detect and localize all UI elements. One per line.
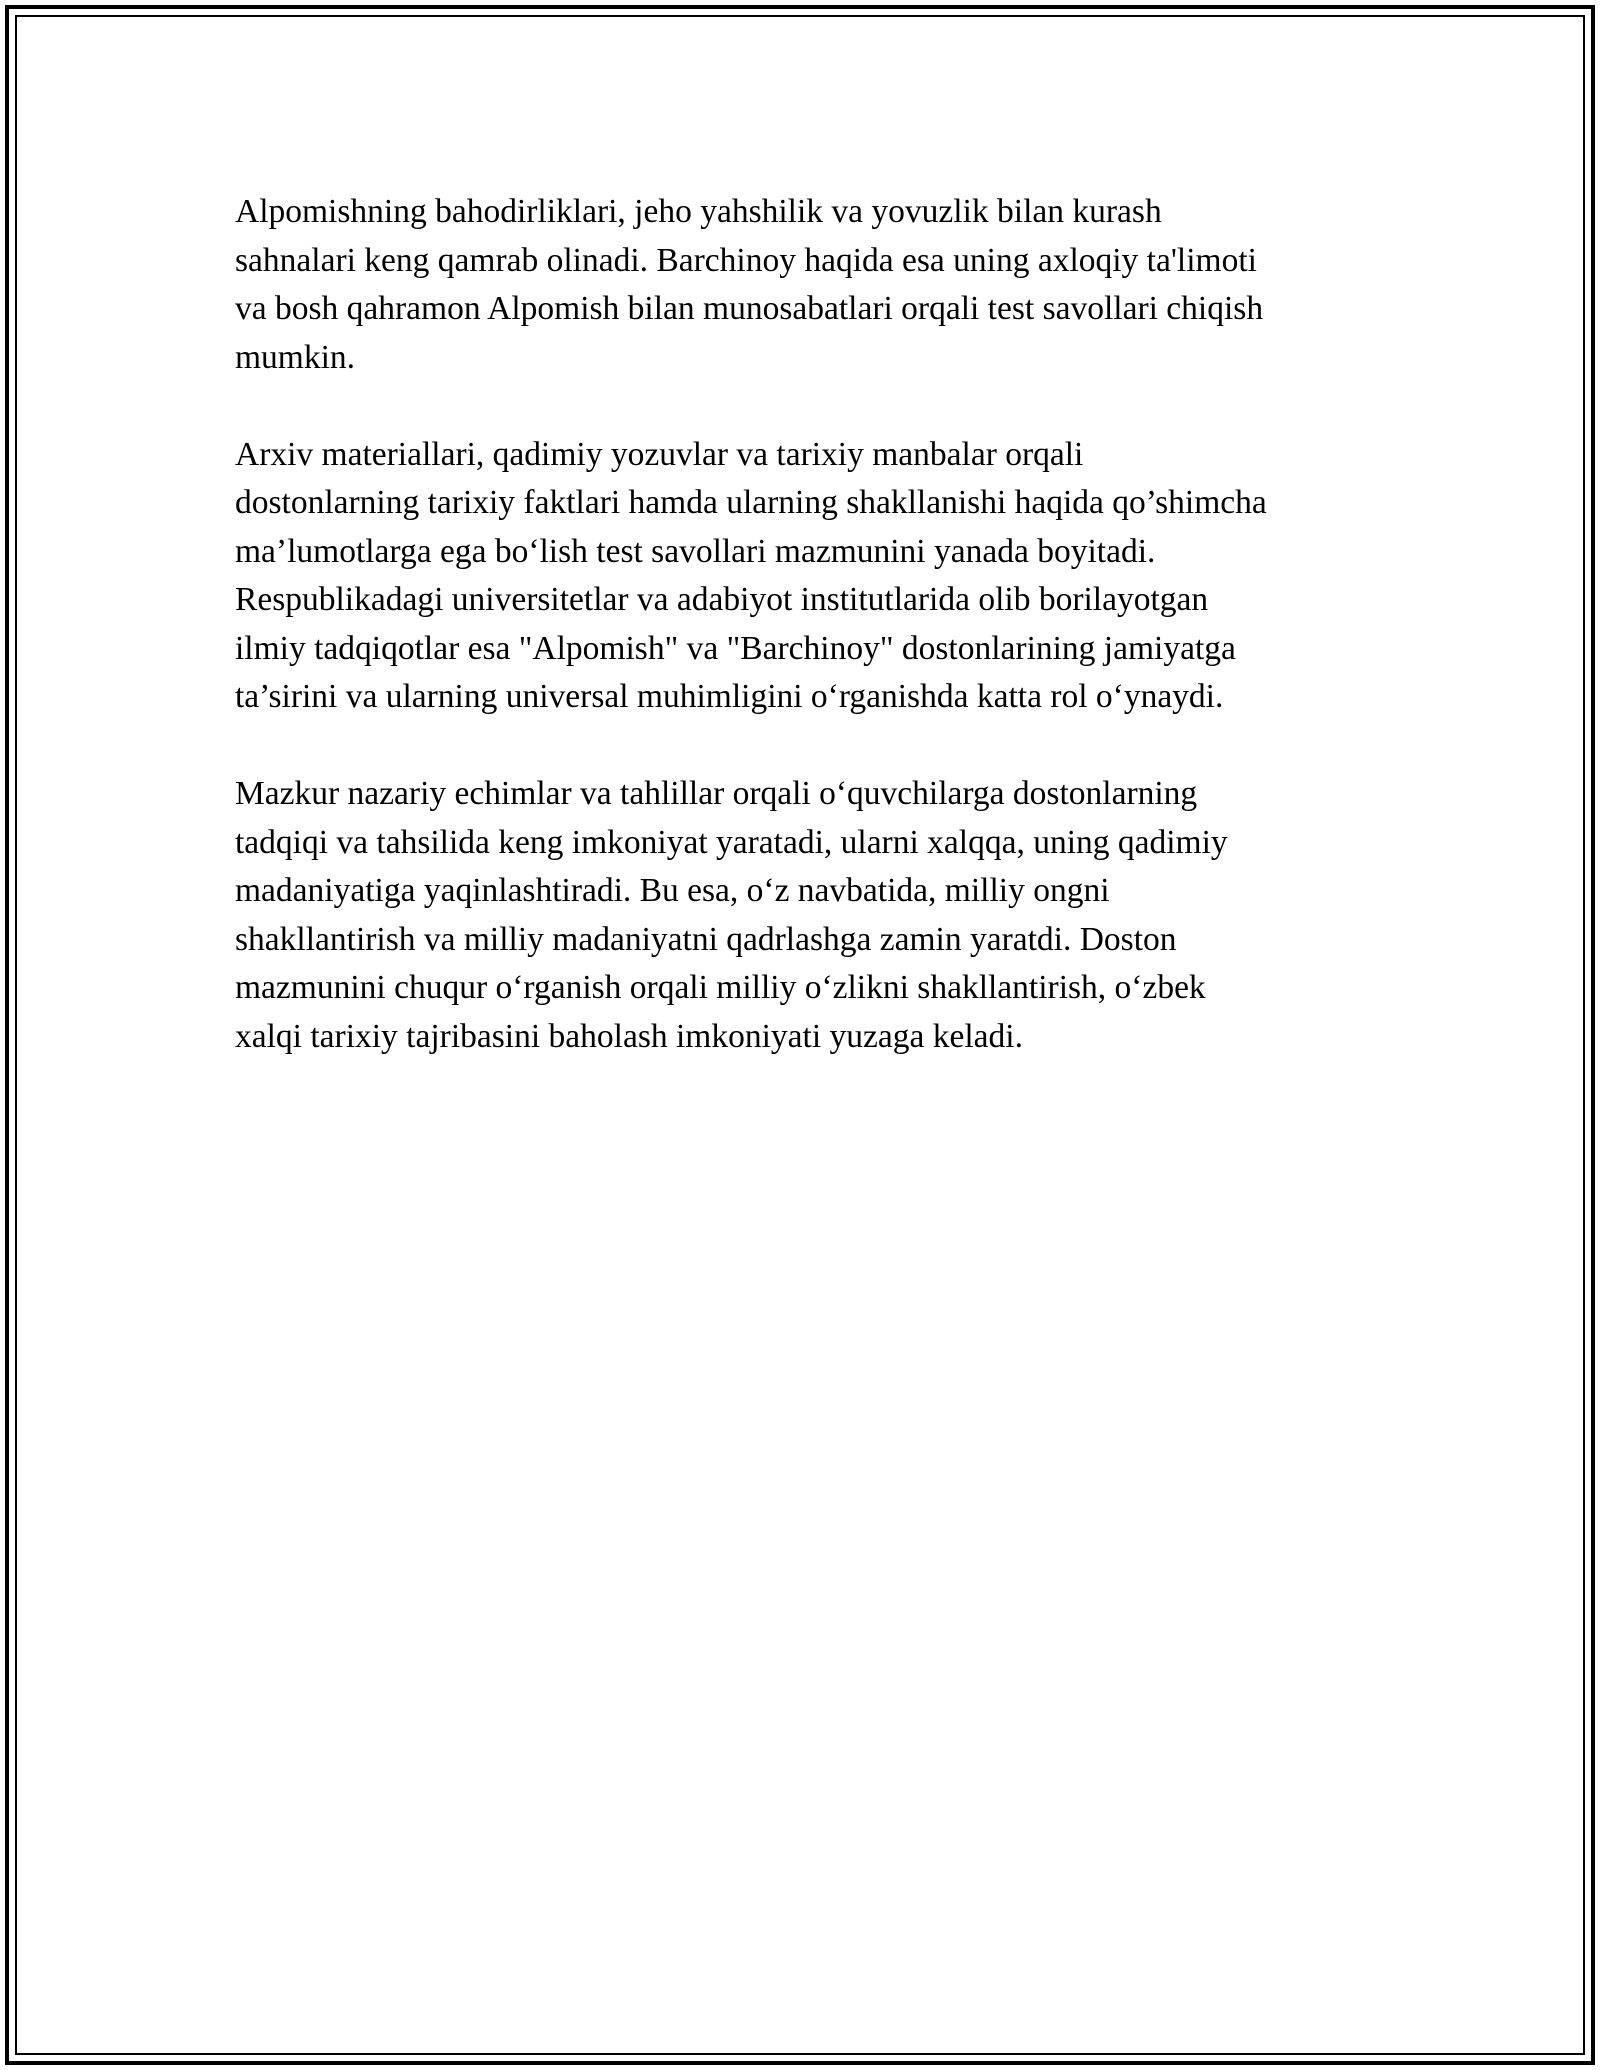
text-line: ta’sirini va ularning universal muhimligini o‘rganishda katta rol o‘ynaydi. (235, 678, 1224, 715)
text-line: va bosh qahramon Alpomish bilan munosabatlari orqali test savollari chiqish (235, 290, 1264, 327)
paragraph-3 (235, 770, 1385, 1061)
text-line: ilmiy tadqiqotlar esa "Alpomish" va "Barchinoy" dostonlarining jamiyatga (235, 629, 1236, 667)
text-line: mazmunini chuqur o‘rganish orqali milliy o‘zlikni shakllantirish, o‘zbek (235, 969, 1206, 1006)
text-line: mumkin. (235, 338, 356, 376)
text-line: ma’lumotlarga ega bo‘lish test savollari mazmunini yanada boyitadi. (235, 532, 1156, 570)
text-line: madaniyatiga yaqinlashtiradi. Bu esa, o‘z navbatida, milliy ongni (235, 872, 1110, 909)
text-line: Respublikadagi universitetlar va adabiyot institutlarida olib borilayotgan (235, 581, 1209, 618)
text-line: Arxiv materiallari, qadimiy yozuvlar va tarixiy manbalar orqali (235, 435, 1084, 473)
text-line: dostonlarning tarixiy faktlari hamda ularning shakllanishi haqida qo’shimcha (235, 484, 1267, 521)
text-line: Alpomishning bahodirliklari, jeho yahshilik va yovuzlik bilan kurash (235, 193, 1162, 230)
paragraph-1 (235, 188, 1385, 382)
text-line: tadqiqi va tahsilida keng imkoniyat yaratadi, ularni xalqqa, uning qadimiy (235, 823, 1228, 861)
text-line: Mazkur nazariy echimlar va tahlillar orqali o‘quvchilarga dostonlarning (235, 775, 1198, 812)
document-body (235, 188, 1385, 1110)
text-line: xalqi tarixiy tajribasini baholash imkoniyati yuzaga keladi. (235, 1017, 1023, 1055)
text-line: shakllantirish va milliy madaniyatni qadrlashga zamin yaratdi. Doston (235, 920, 1177, 958)
paragraph-2 (235, 431, 1385, 722)
text-line: sahnalari keng qamrab olinadi. Barchinoy haqida esa uning axloqiy ta'limoti (235, 241, 1257, 279)
